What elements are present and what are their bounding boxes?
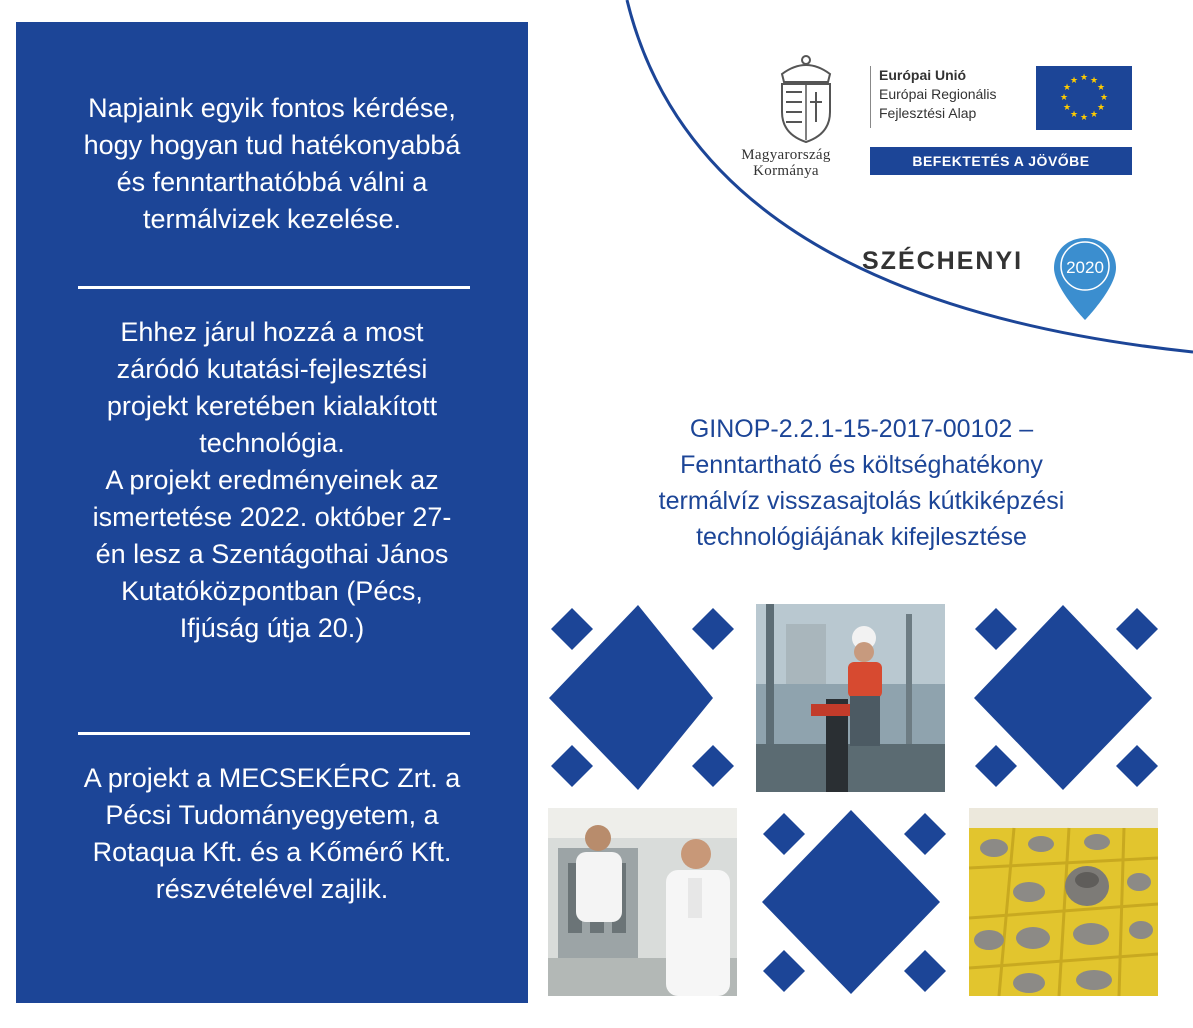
svg-text:★: ★ — [1062, 103, 1072, 113]
diamond-small — [975, 608, 1017, 650]
invest-banner: BEFEKTETÉS A JÖVŐBE — [870, 147, 1132, 175]
partners-paragraph: A projekt a MECSEKÉRC Zrt. a Pécsi Tudományegyetem, a Rotaqua Kft. és a Kőmérő Kft. részvételével zajlik. — [83, 763, 461, 904]
diamond-small — [975, 745, 1017, 787]
eu-flag-icon — [1036, 66, 1132, 130]
diamond-small — [1116, 608, 1158, 650]
diamond-large — [762, 810, 940, 994]
event-paragraph: Ehhez járul hozzá a most záródó kutatási-fejlesztési projekt keretében kialakított technológia. A projekt eredményeinek az ismertetése 2022. október 27- én lesz a Szentágothai János Kutatóközpontban (Pécs, Ifjúság útja 20.) — [92, 317, 452, 643]
decorative-arc — [0, 0, 1193, 420]
svg-text:★: ★ — [1096, 83, 1106, 93]
diamond-small — [551, 745, 593, 787]
svg-text:★: ★ — [1099, 93, 1109, 103]
diamond-small — [1116, 745, 1158, 787]
diamond-small — [904, 813, 946, 855]
project-title: GINOP-2.2.1-15-2017-00102 – Fenntartható és költséghatékony termálvíz visszasajtolás kútkiképzési technológiájának kifejlesztése — [658, 415, 1065, 551]
photo-rock-samples — [969, 808, 1158, 996]
divider — [78, 732, 470, 735]
diamond-small — [692, 608, 734, 650]
location-pin-icon — [1050, 234, 1120, 324]
diamond-small — [763, 950, 805, 992]
svg-text:★: ★ — [1089, 76, 1099, 86]
svg-text:★: ★ — [1069, 110, 1079, 120]
intro-paragraph: Napjaink egyik fontos kérdése, hogy hogyan tud hatékonyabbá és fenntarthatóbbá válni a termálvizek kezelése. — [83, 93, 461, 234]
government-name: Magyarország Kormánya — [741, 147, 831, 179]
hungary-crest-icon — [768, 52, 844, 144]
svg-text:★: ★ — [1089, 110, 1099, 120]
diamond-small — [904, 950, 946, 992]
diamond-small — [763, 813, 805, 855]
photo-drilling-worker — [756, 604, 945, 792]
diamond-large — [974, 605, 1152, 790]
svg-text:★: ★ — [1062, 83, 1072, 93]
diamond-small — [551, 608, 593, 650]
eu-fund-text: Európai Unió Európai Regionális Fejlesztési Alap — [870, 66, 1031, 128]
diamond-large — [549, 605, 713, 790]
svg-text:★: ★ — [1096, 103, 1106, 113]
svg-text:★: ★ — [1079, 73, 1089, 83]
year-label: 2020 — [1066, 258, 1104, 277]
svg-text:★: ★ — [1059, 93, 1069, 103]
svg-text:★: ★ — [1079, 113, 1089, 123]
photo-lab-scientists — [548, 808, 737, 996]
szechenyi-logo-text: SZÉCHENYI — [862, 247, 1024, 275]
diamond-small — [692, 745, 734, 787]
svg-text:★: ★ — [1069, 76, 1079, 86]
